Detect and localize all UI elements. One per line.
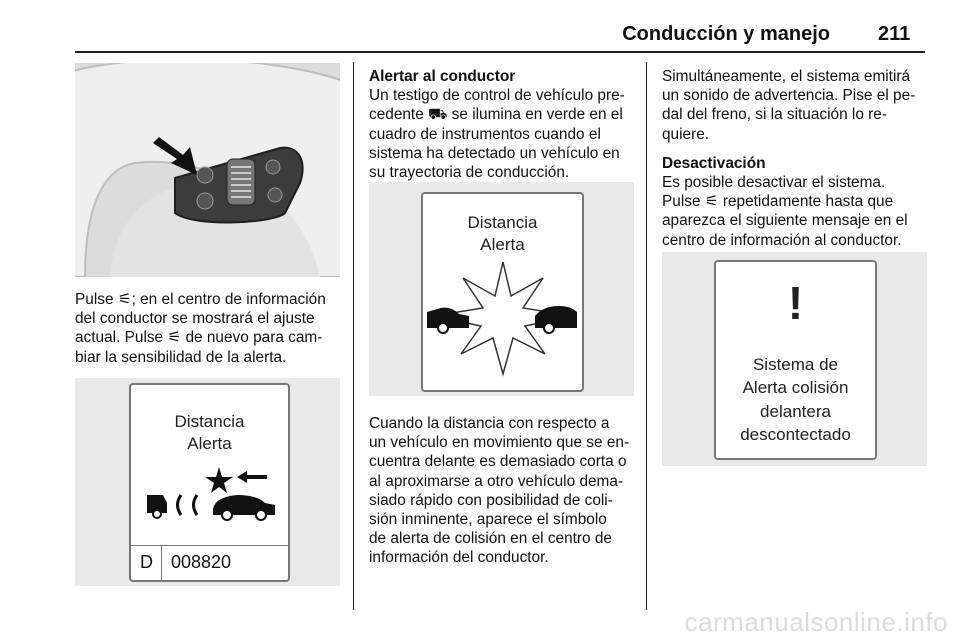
paragraph-spacer: [662, 144, 932, 154]
collision-burst-icon: [425, 258, 580, 378]
text-line: centro de información al conductor.: [662, 231, 902, 249]
text-line: sistema ha detectado un vehículo en: [369, 144, 620, 162]
column-divider-2: [646, 62, 647, 610]
text-line: cuadro de instrumentos cuando el: [369, 125, 601, 143]
display-screen-1: [129, 383, 290, 582]
odometer-value: 008820: [171, 552, 232, 572]
text-line: del conductor se mostrará el ajuste: [75, 310, 315, 328]
display-line: Sistema de: [752, 355, 839, 374]
display-divider: [131, 545, 288, 546]
text-line: cuentra delante es demasiado corta o: [369, 453, 627, 471]
warning-exclamation: !: [787, 277, 804, 329]
text-line: Pulse ⚟ repetidamente hasta que: [662, 193, 894, 211]
collision-symbol-icon: [141, 465, 281, 525]
text-line: Es posible desactivar el sistema.: [662, 174, 886, 192]
display-line: Alerta: [187, 434, 232, 453]
text-line: quiere.: [662, 125, 710, 143]
col2-section: [369, 67, 639, 182]
column-divider-1: [353, 62, 354, 610]
section-title: Conducción y manejo: [622, 23, 830, 45]
display-divider: [161, 545, 162, 580]
header-rule: [75, 51, 925, 53]
text-line: Simultáneamente, el sistema emitirá: [662, 68, 911, 85]
display-line: Distancia: [467, 213, 538, 232]
text-line: un vehículo en movimiento que se en-: [369, 434, 630, 452]
text-line: biar la sensibilidad de la alerta.: [75, 348, 287, 366]
display-panel-3: [662, 252, 927, 466]
text-line: Un testigo de control de vehículo pre-: [369, 87, 625, 105]
col1-paragraph: [75, 290, 345, 367]
col2-paragraph-2: [369, 414, 639, 568]
text-line: Cuando la distancia con respecto a: [369, 415, 610, 432]
text-line: siado rápido con posibilidad de coli-: [369, 491, 613, 509]
display-panel-2: [369, 182, 634, 396]
text-line: aparezca el siguiente mensaje en el: [662, 212, 908, 230]
steering-wheel-illustration: [75, 63, 340, 277]
text-line: dal del freno, si la situación lo re-: [662, 106, 887, 124]
display-line: Alerta colisión: [742, 378, 849, 397]
watermark: carmanualsonline.info: [684, 607, 948, 637]
text-line: su trayectoria de conducción.: [369, 164, 570, 182]
text-line: actual. Pulse ⚟ de nuevo para cam-: [75, 329, 323, 347]
text-line: al aproximarse a otro vehículo dema-: [369, 472, 624, 490]
text-line: un sonido de advertencia. Pise el pe-: [662, 87, 916, 105]
display-line: Distancia: [174, 412, 245, 431]
odometer-letter: D: [140, 552, 153, 572]
display-screen-2: [421, 192, 584, 392]
text-line: información del conductor.: [369, 549, 549, 567]
display-line: Alerta: [480, 235, 525, 254]
section-heading: Desactivación: [662, 154, 766, 172]
display-line: delantera: [760, 402, 831, 421]
display-line: descontectado: [740, 425, 851, 444]
display-panel-1: [75, 378, 340, 586]
page-number: 211: [878, 23, 911, 45]
display-screen-3: [714, 260, 877, 460]
text-line: Pulse ⚟; en el centro de información: [75, 291, 326, 308]
section-heading: Alertar al conductor: [369, 68, 516, 85]
col3-section: [662, 67, 932, 250]
text-line: de alerta de colisión en el centro de: [369, 530, 612, 548]
text-line: cedente ⛟ se ilumina en verde en el: [369, 106, 623, 124]
text-line: sión inminente, aparece el símbolo: [369, 511, 607, 529]
